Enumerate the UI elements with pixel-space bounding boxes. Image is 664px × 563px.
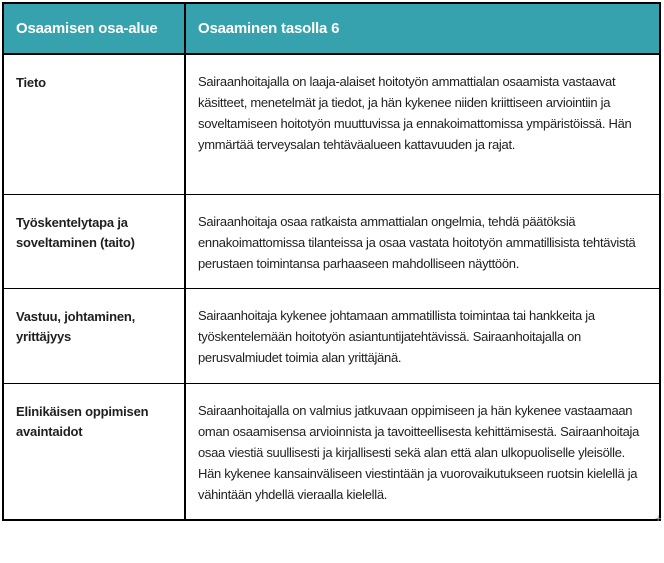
header-cell-competence-area: Osaamisen osa-alue (4, 4, 186, 53)
description-cell-tieto: Sairaanhoitajalla on laaja-alaiset hoitotyön ammattialan osaamista vastaavat käsitteet, menetelmät ja tiedot, ja hän kykenee niiden kriittiseen arviointiin ja soveltamiseen hoitotyön muuttuvissa ja ennakoimattomissa ympäristöissä. Hän ymmärtää terveysalan tehtäväalueen kattavuuden ja rajat. (198, 74, 632, 152)
category-cell-vastuu: Vastuu, johtaminen, yrittäjyys (4, 289, 186, 383)
description-cell-tyoskentelytapa: Sairaanhoitaja osaa ratkaista ammattialan ongelmia, tehdä päätöksiä ennakoimattomissa tilanteissa ja osaa vastata hoitotyön ammatillisista tehtävistä perustaen toimintansa parhaaseen mahdolliseen näyttöön. (198, 214, 636, 271)
description-cell-vastuu: Sairaanhoitaja kykenee johtamaan ammatillista toimintaa tai hankkeita ja työskentelemään hoitotyön asiantuntijatehtävissä. Sairaanhoitajalla on perusvalmiudet toimia alan yrittäjänä. (198, 308, 595, 365)
table-row (4, 194, 659, 288)
header-cell-level-6: Osaaminen tasolla 6 (198, 20, 340, 37)
table-row (4, 383, 659, 519)
table-row (4, 288, 659, 383)
table-row (4, 55, 659, 194)
category-cell-tieto: Tieto (4, 55, 186, 194)
description-cell-elinikainen-oppiminen: Sairaanhoitajalla on valmius jatkuvaan oppimiseen ja hän kykenee vastaamaan oman osaamisensa arvioinnista ja tavoitteellisesta kehittämisestä. Sairaanhoitaja osaa viestiä suullisesti ja kirjallisesti sekä alan että alan ulkopuoliselle yleisölle. Hän kykenee kansainväliseen viestintään ja vuorovaikutukseen ruotsin kielellä ja vähintään yhdellä vieraalla kielellä. (198, 403, 640, 502)
category-cell-tyoskentelytapa: Työskentelytapa ja soveltaminen (taito) (4, 195, 186, 288)
category-cell-elinikainen-oppiminen: Elinikäisen oppimisen avaintaidot (4, 384, 186, 519)
competence-table (2, 2, 661, 521)
table-header-row (4, 4, 659, 55)
table-resize-handle-icon[interactable]: + (655, 513, 662, 525)
